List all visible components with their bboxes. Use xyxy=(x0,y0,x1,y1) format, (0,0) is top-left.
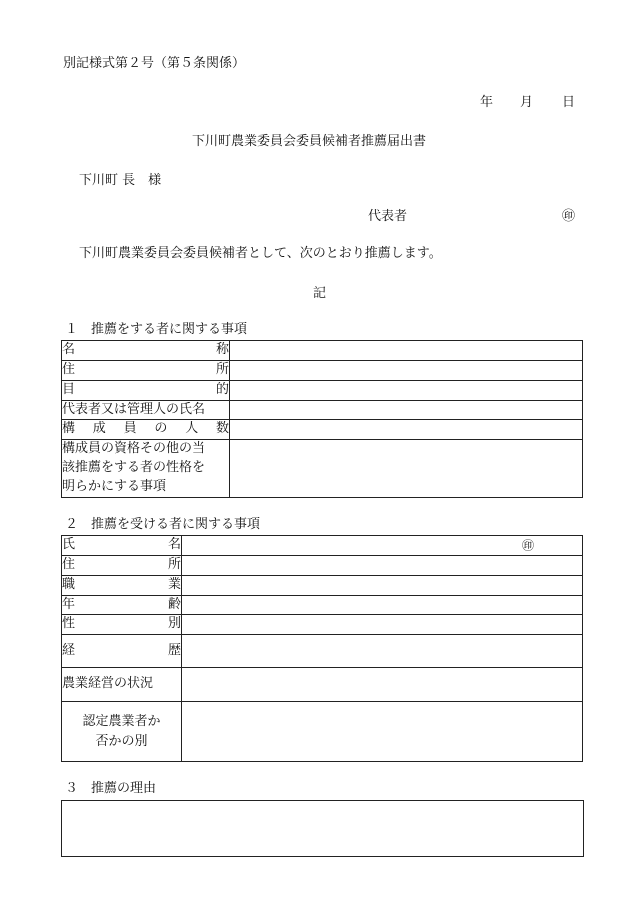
row-label: 構成員の資格その他の当 該推薦をする者の性格を 明らかにする事項 xyxy=(62,440,230,498)
farm-management-value-cell[interactable] xyxy=(182,668,583,702)
member-count-value-cell[interactable] xyxy=(230,420,583,440)
section2-table xyxy=(61,535,583,762)
form-number: 別記様式第２号（第５条関係） xyxy=(63,56,246,71)
table-row xyxy=(62,615,583,635)
row-label: 年 齢 xyxy=(62,595,182,615)
table-row xyxy=(62,400,583,420)
table-row xyxy=(62,555,583,575)
row-label: 性 別 xyxy=(62,615,182,635)
representative-seal: ㊞ xyxy=(562,209,576,224)
section3-heading: ３ 推薦の理由 xyxy=(65,781,157,796)
age-value-cell[interactable] xyxy=(182,595,583,615)
section2-heading: ２ 推薦を受ける者に関する事項 xyxy=(65,517,261,532)
representative-name-value-cell[interactable] xyxy=(230,400,583,420)
date-day-label: 日 xyxy=(562,95,576,110)
table-row xyxy=(62,420,583,440)
representative-label: 代表者 xyxy=(368,209,408,224)
ki-heading: 記 xyxy=(313,286,327,301)
addressee: 下川町 長 様 xyxy=(79,173,162,188)
certified-farmer-value-cell[interactable] xyxy=(182,702,583,762)
table-row xyxy=(62,440,583,498)
career-value-cell[interactable] xyxy=(182,635,583,668)
row-label: 農業経営の状況 xyxy=(62,668,182,702)
document-title: 下川町農業委員会委員候補者推薦届出書 xyxy=(192,134,427,149)
name-value-cell[interactable] xyxy=(230,341,583,361)
address-value-cell[interactable] xyxy=(230,360,583,380)
purpose-value-cell[interactable] xyxy=(230,380,583,400)
date-year-label: 年 xyxy=(480,95,494,110)
qualification-value-cell[interactable] xyxy=(230,440,583,498)
row-label: 名 称 xyxy=(62,341,230,361)
table-row xyxy=(62,668,583,702)
reason-box[interactable] xyxy=(61,800,584,857)
row-label: 経 歴 xyxy=(62,635,182,668)
gender-value-cell[interactable] xyxy=(182,615,583,635)
table-row xyxy=(62,575,583,595)
table-row xyxy=(62,595,583,615)
full-name-value-cell[interactable] xyxy=(182,536,583,556)
table-row xyxy=(62,360,583,380)
section1-heading: １ 推薦をする者に関する事項 xyxy=(65,322,248,337)
row-label: 職 業 xyxy=(62,575,182,595)
section1-table xyxy=(61,340,583,498)
table-row xyxy=(62,635,583,668)
candidate-seal: ㊞ xyxy=(521,538,534,553)
row-label: 目 的 xyxy=(62,380,230,400)
row-label: 認定農業者か 否かの別 xyxy=(62,702,182,762)
table-row xyxy=(62,536,583,556)
occupation-value-cell[interactable] xyxy=(182,575,583,595)
row-label: 住 所 xyxy=(62,555,182,575)
table-row xyxy=(62,702,583,762)
table-row xyxy=(62,341,583,361)
address-value-cell[interactable] xyxy=(182,555,583,575)
intro-text: 下川町農業委員会委員候補者として、次のとおり推薦します。 xyxy=(79,246,442,261)
date-month-label: 月 xyxy=(520,95,534,110)
row-label: 構 成 員 の 人 数 xyxy=(62,420,230,440)
row-label: 代表者又は管理人の氏名 xyxy=(62,400,230,420)
row-label: 住 所 xyxy=(62,360,230,380)
row-label: 氏 名 xyxy=(62,536,182,556)
table-row xyxy=(62,380,583,400)
